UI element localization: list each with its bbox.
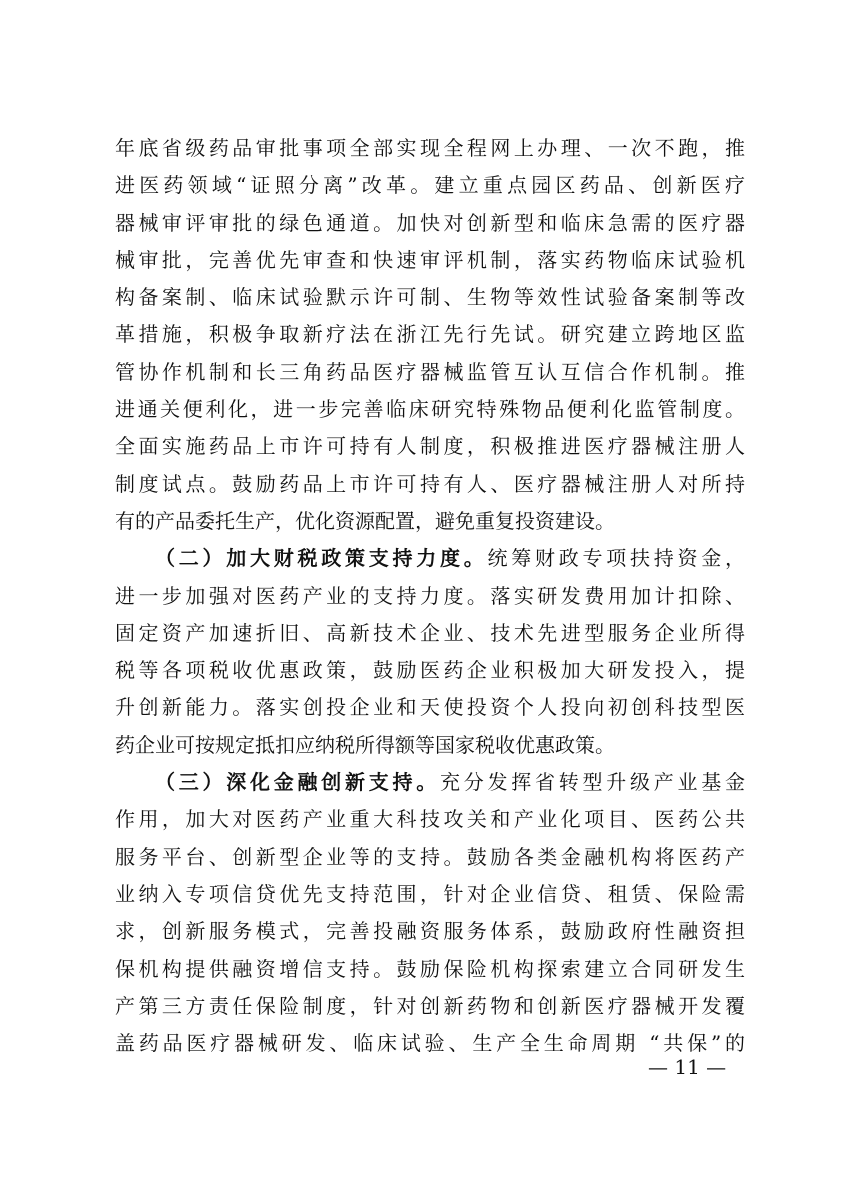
text-line: 保机构提供融资增信支持。鼓励保险机构探索建立合同研发生 bbox=[115, 956, 745, 981]
text-line bbox=[115, 764, 745, 801]
text-line: 构备案制、临床试验默示许可制、生物等效性试验备案制等改 bbox=[115, 285, 745, 310]
section-heading: （三）深化金融创新支持。 bbox=[155, 770, 440, 795]
text-line: 进通关便利化，进一步完善临床研究特殊物品便利化监管制度。 bbox=[115, 397, 745, 422]
text-line: 固定资产加速折旧、高新技术企业、技术先进型服务企业所得 bbox=[115, 620, 745, 645]
text-line bbox=[115, 540, 745, 577]
text-line: 年底省级药品审批事项全部实现全程网上办理、一次不跑，推 bbox=[115, 136, 745, 160]
text-line: 管协作机制和长三角药品医疗器械监管互认互信合作机制。推 bbox=[115, 359, 745, 384]
text-line: 产第三方责任保险制度，针对创新药物和创新医疗器械开发覆 bbox=[115, 993, 745, 1018]
text-line: 业纳入专项信贷优先支持范围，针对企业信贷、租赁、保险需 bbox=[115, 881, 745, 906]
paragraph-approval-reform bbox=[115, 130, 745, 540]
text-line: 作用，加大对医药产业重大科技攻关和产业化项目、医药公共 bbox=[115, 807, 745, 832]
section-heading: （二）加大财税政策支持力度。 bbox=[155, 546, 488, 571]
paragraph-fiscal-tax-policy bbox=[115, 540, 745, 764]
text-line: 全面实施药品上市许可持有人制度，积极推进医疗器械注册人 bbox=[115, 434, 745, 459]
text-run: 充分发挥省转型升级产业基金 bbox=[440, 770, 745, 795]
text-line: 有的产品委托生产，优化资源配置，避免重复投资建设。 bbox=[115, 508, 615, 533]
text-line: 进一步加强对医药产业的支持力度。落实研发费用加计扣除、 bbox=[115, 583, 745, 608]
text-line: 服务平台、创新型企业等的支持。鼓励各类金融机构将医药产 bbox=[115, 844, 745, 869]
text-line: 进医药领域“证照分离”改革。建立重点园区药品、创新医疗 bbox=[115, 173, 745, 198]
text-line: 药企业可按规定抵扣应纳税所得额等国家税收优惠政策。 bbox=[115, 732, 615, 757]
text-line: 械审批，完善优先审查和快速审评机制，落实药物临床试验机 bbox=[115, 247, 745, 272]
text-line: 制度试点。鼓励药品上市许可持有人、医疗器械注册人对所持 bbox=[115, 471, 745, 496]
body-text bbox=[115, 130, 745, 1062]
paragraph-financial-innovation bbox=[115, 764, 745, 1062]
page-number: — 11 — bbox=[648, 1055, 727, 1079]
text-line: 器械审评审批的绿色通道。加快对创新型和临床急需的医疗器 bbox=[115, 210, 745, 235]
text-run: 统筹财政专项扶持资金， bbox=[487, 546, 745, 571]
text-line: 税等各项税收优惠政策，鼓励医药企业积极加大研发投入，提 bbox=[115, 658, 745, 683]
text-line: 盖药品医疗器械研发、临床试验、生产全生命周期 “共保”的 bbox=[115, 1031, 745, 1056]
text-line: 求，创新服务模式，完善投融资服务体系，鼓励政府性融资担 bbox=[115, 919, 745, 944]
text-line: 革措施，积极争取新疗法在浙江先行先试。研究建立跨地区监 bbox=[115, 322, 745, 347]
text-line: 升创新能力。落实创投企业和天使投资个人投向初创科技型医 bbox=[115, 695, 745, 720]
